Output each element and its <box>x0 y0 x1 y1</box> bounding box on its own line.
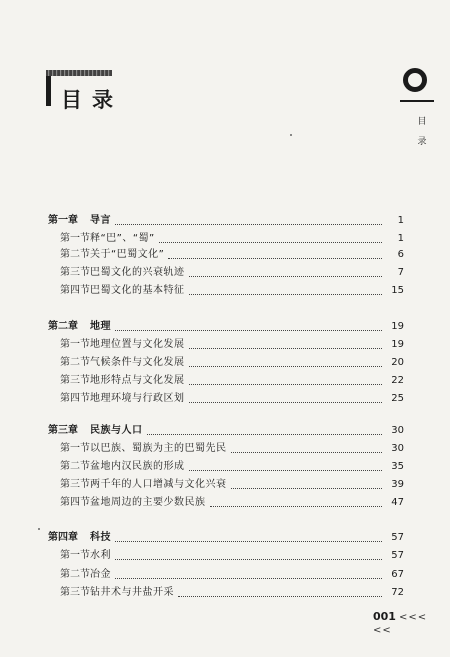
toc-leader-dots <box>115 559 382 560</box>
toc-leader-dots <box>189 470 383 471</box>
toc-entry-label <box>48 459 185 475</box>
toc-entry-page: 25 <box>391 393 404 404</box>
toc-section-row[interactable] <box>48 247 404 263</box>
toc-leader-dots <box>189 348 383 349</box>
toc-entry-page: 47 <box>391 497 404 508</box>
toc-section-row[interactable] <box>48 231 404 247</box>
toc-entry-number: 第三章 <box>48 425 78 436</box>
toc-chapter-row[interactable] <box>48 530 404 546</box>
toc-entry-title: 盆地内汉民族的形成 <box>90 461 185 472</box>
toc-entry-number: 第三节 <box>60 479 90 490</box>
toc-entry-title: 科技 <box>90 532 111 543</box>
toc-entry-number: 第四章 <box>48 532 78 543</box>
toc-entry-page: 1 <box>397 233 404 244</box>
toc-leader-dots <box>168 258 382 259</box>
toc-section-row[interactable] <box>48 548 404 564</box>
paper-speck <box>38 528 40 530</box>
toc-section-row[interactable] <box>48 391 404 407</box>
toc-leader-dots <box>189 276 383 277</box>
toc-section-row[interactable] <box>48 567 404 583</box>
toc-entry-page: 30 <box>391 443 404 454</box>
toc-entry-title: 导言 <box>90 215 111 226</box>
toc-section-row[interactable] <box>48 585 404 601</box>
toc-entry-number: 第一节 <box>60 550 90 561</box>
toc-entry-number: 第一节 <box>60 233 90 244</box>
ornament-divider <box>400 100 434 102</box>
toc-entry-number: 第二节 <box>60 249 90 260</box>
toc-entry-page: 19 <box>391 321 404 332</box>
header-ornament-bar <box>46 70 112 76</box>
toc-chapter-row[interactable] <box>48 213 404 229</box>
toc-leader-dots <box>115 578 382 579</box>
toc-entry-label <box>48 585 174 601</box>
toc-section-row[interactable] <box>48 373 404 389</box>
toc-entry-number: 第三节 <box>60 587 90 598</box>
toc-entry-number: 第三节 <box>60 375 90 386</box>
toc-entry-page: 35 <box>391 461 404 472</box>
toc-leader-dots <box>115 541 382 542</box>
toc-entry-label <box>48 265 185 281</box>
page-number: 001 <box>373 610 396 623</box>
toc-entry-title: 释“巴”、“蜀” <box>90 233 155 244</box>
toc-entry-label <box>48 495 206 511</box>
toc-entry-page: 22 <box>391 375 404 386</box>
toc-entry-number: 第二节 <box>60 569 90 580</box>
toc-section-row[interactable] <box>48 495 404 511</box>
header-ornament-vertical <box>46 76 51 106</box>
toc-leader-dots <box>231 488 383 489</box>
toc-entry-label <box>48 337 185 353</box>
toc-entry-label <box>48 231 155 247</box>
toc-entry-label <box>48 355 185 371</box>
toc-entry-label <box>48 247 164 263</box>
toc-entry-page: 30 <box>391 425 404 436</box>
toc-entry-number: 第四节 <box>60 393 90 404</box>
toc-entry-label <box>48 567 111 583</box>
toc-entry-number: 第四节 <box>60 285 90 296</box>
toc-chapter-row[interactable] <box>48 423 404 439</box>
toc-section-row[interactable] <box>48 459 404 475</box>
toc-entry-page: 19 <box>391 339 404 350</box>
toc-entry-label <box>48 548 111 564</box>
toc-leader-dots <box>178 596 382 597</box>
toc-entry-page: 1 <box>397 215 404 226</box>
toc-leader-dots <box>159 242 382 243</box>
toc-entry-number: 第二章 <box>48 321 78 332</box>
toc-entry-label <box>48 213 111 229</box>
paper-speck <box>290 134 292 136</box>
toc-leader-dots <box>189 384 383 385</box>
toc-leader-dots <box>189 366 383 367</box>
toc-section-row[interactable] <box>48 337 404 353</box>
toc-entry-title: 气候条件与文化发展 <box>90 357 185 368</box>
toc-entry-title: 地形特点与文化发展 <box>90 375 185 386</box>
toc-leader-dots <box>231 452 383 453</box>
toc-entry-page: 15 <box>391 285 404 296</box>
page-title: 目录 <box>61 87 123 112</box>
toc-entry-title: 关于“巴蜀文化” <box>90 249 165 260</box>
toc-entry-number: 第一节 <box>60 443 90 454</box>
toc-section-row[interactable] <box>48 441 404 457</box>
toc-entry-page: 39 <box>391 479 404 490</box>
toc-entry-number: 第三节 <box>60 267 90 278</box>
toc-entry-title: 水利 <box>90 550 111 561</box>
toc-entry-title: 地理 <box>90 321 111 332</box>
toc-entry-title: 巴蜀文化的基本特征 <box>90 285 185 296</box>
toc-entry-page: 57 <box>391 532 404 543</box>
toc-entry-number: 第二节 <box>60 461 90 472</box>
toc-entry-title: 地理位置与文化发展 <box>90 339 185 350</box>
toc-section-row[interactable] <box>48 355 404 371</box>
ring-ornament-icon <box>403 68 427 92</box>
toc-entry-label <box>48 319 111 335</box>
side-running-head: 目录 <box>417 117 427 147</box>
toc-entry-page: 20 <box>391 357 404 368</box>
toc-entry-title: 巴蜀文化的兴衰轨迹 <box>90 267 185 278</box>
toc-entry-page: 6 <box>397 249 404 260</box>
toc-entry-title: 民族与人口 <box>90 425 143 436</box>
toc-leader-dots <box>189 402 383 403</box>
toc-entry-label <box>48 391 185 407</box>
toc-entry-page: 7 <box>397 267 404 278</box>
toc-entry-title: 冶金 <box>90 569 111 580</box>
toc-entry-title: 地理环境与行政区划 <box>90 393 185 404</box>
toc-entry-title: 钻井术与井盐开采 <box>90 587 174 598</box>
toc-entry-number: 第四节 <box>60 497 90 508</box>
toc-entry-number: 第二节 <box>60 357 90 368</box>
toc-leader-dots <box>210 506 383 507</box>
toc-entry-title: 两千年的人口增减与文化兴衰 <box>90 479 227 490</box>
toc-entry-label <box>48 530 111 546</box>
toc-leader-dots <box>147 434 383 435</box>
toc-section-row[interactable] <box>48 477 404 493</box>
toc-entry-title: 以巴族、蜀族为主的巴蜀先民 <box>90 443 227 454</box>
toc-leader-dots <box>189 294 383 295</box>
toc-entry-title: 盆地周边的主要少数民族 <box>90 497 206 508</box>
toc-leader-dots <box>115 224 382 225</box>
footer-decoration: <<< << <box>373 612 428 636</box>
toc-entry-label <box>48 373 185 389</box>
toc-entry-label <box>48 283 185 299</box>
toc-leader-dots <box>115 330 382 331</box>
toc-entry-label <box>48 423 143 439</box>
toc-entry-page: 67 <box>391 569 404 580</box>
toc-entry-label <box>48 441 227 457</box>
toc-section-row[interactable] <box>48 265 404 281</box>
toc-chapter-row[interactable] <box>48 319 404 335</box>
toc-entry-page: 72 <box>391 587 404 598</box>
page-number-footer <box>373 610 450 636</box>
toc-entry-page: 57 <box>391 550 404 561</box>
toc-entry-number: 第一章 <box>48 215 78 226</box>
toc-entry-label <box>48 477 227 493</box>
toc-section-row[interactable] <box>48 283 404 299</box>
toc-entry-number: 第一节 <box>60 339 90 350</box>
